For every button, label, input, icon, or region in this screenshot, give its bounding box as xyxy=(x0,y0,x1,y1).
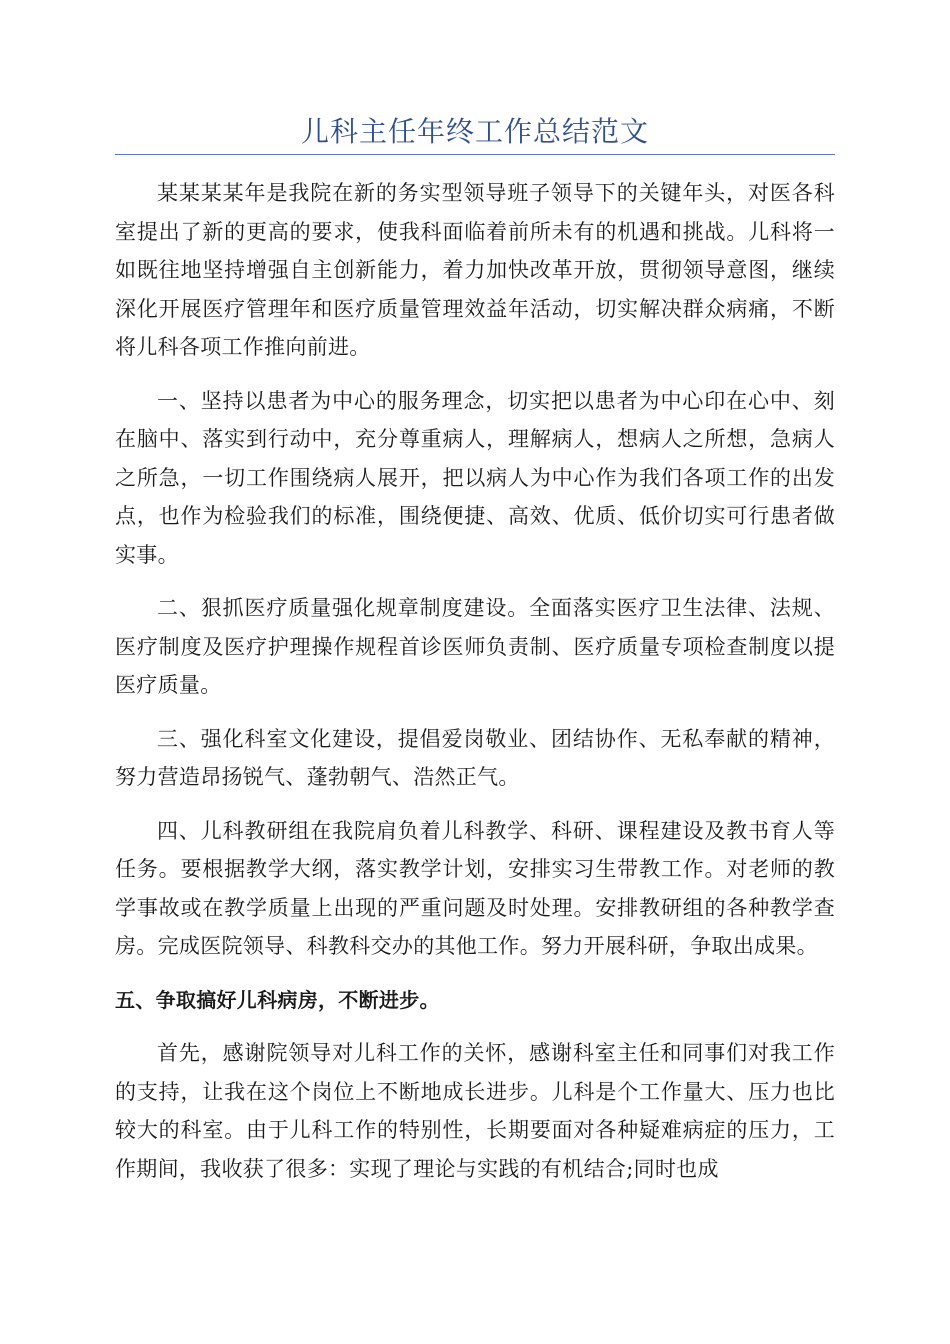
document-title: 儿科主任年终工作总结范文 xyxy=(300,115,649,148)
closing-paragraph: 首先，感谢院领导对儿科工作的关怀，感谢科室主任和同事们对我工作的支持，让我在这个岗位上不断地成长进步。儿科是个工作量大、压力也比较大的科室。由于儿科工作的特别性，长期要面对各种疑难病症的压力，工作期间，我收获了很多：实现了理论与实践的有机结合;同时也成 xyxy=(115,1041,835,1181)
intro-paragraph: 某某某某年是我院在新的务实型领导班子领导下的关键年头，对医各科室提出了新的更高的要求，使我科面临着前所未有的机遇和挑战。儿科将一如既往地坚持增强自主创新能力，着力加快改革开放，贯彻领导意图，继续深化开展医疗管理年和医疗质量管理效益年活动，切实解决群众病痛，不断将儿科各项工作推向前进。 xyxy=(115,181,835,359)
section-five-heading: 五、争取搞好儿科病房，不断进步。 xyxy=(115,987,440,1012)
section-three-paragraph: 三、强化科室文化建设，提倡爱岗敬业、团结协作、无私奉献的精神，努力营造昂扬锐气、蓬勃朝气、浩然正气。 xyxy=(115,726,835,789)
section-four-paragraph: 四、儿科教研组在我院肩负着儿科教学、科研、课程建设及教书育人等任务。要根据教学大纲，落实教学计划，安排实习生带教工作。对老师的教学事故或在教学质量上出现的严重问题及时处理。安排教研组的各种教学查房。完成医院领导、科教科交办的其他工作。努力开展科研，争取出成果。 xyxy=(115,818,835,958)
title-underline xyxy=(115,154,835,155)
section-one-paragraph: 一、坚持以患者为中心的服务理念，切实把以患者为中心印在心中、刻在脑中、落实到行动中，充分尊重病人，理解病人，想病人之所想，急病人之所急，一切工作围绕病人展开，把以病人为中心作为我们各项工作的出发点，也作为检验我们的标准，围绕便捷、高效、优质、低价切实可行患者做实事。 xyxy=(115,388,835,567)
section-two-paragraph: 二、狠抓医疗质量强化规章制度建设。全面落实医疗卫生法律、法规、医疗制度及医疗护理操作规程首诊医师负责制、医疗质量专项检查制度以提医疗质量。 xyxy=(115,596,835,697)
document-body xyxy=(115,174,835,1203)
